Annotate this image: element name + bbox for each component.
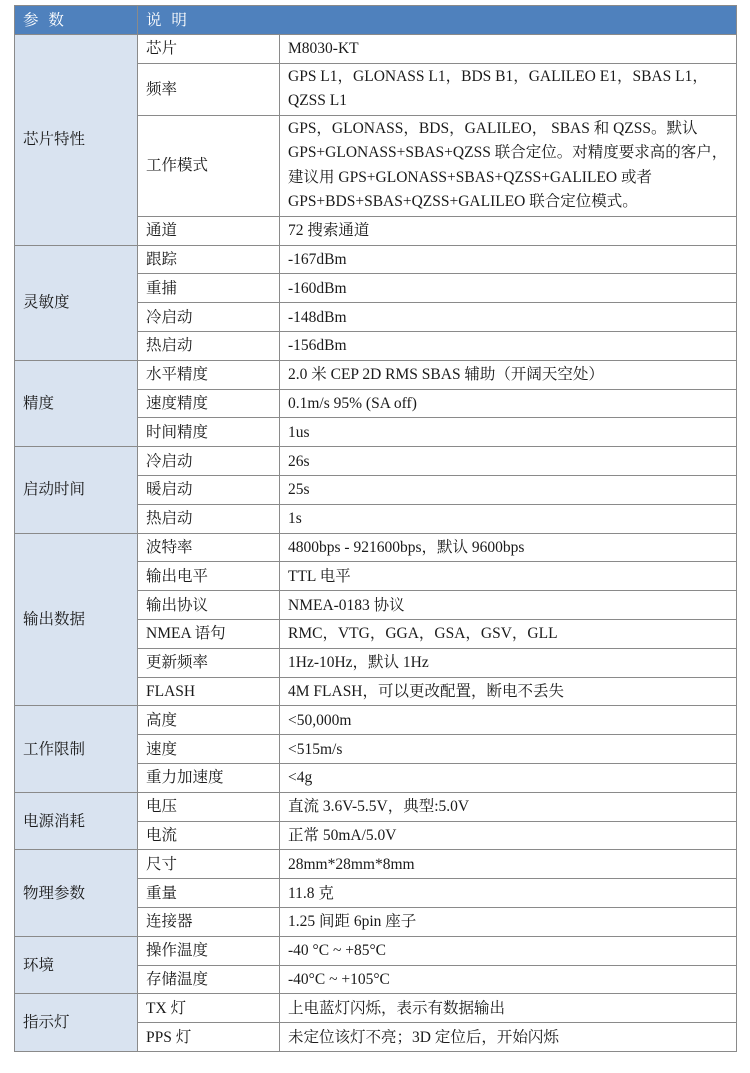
param-name-cell: 频率	[138, 63, 280, 115]
header-row	[15, 6, 737, 35]
table-row	[15, 360, 737, 389]
param-value-cell: 11.8 克	[280, 879, 737, 908]
param-name-cell: 热启动	[138, 504, 280, 533]
param-value-cell: 28mm*28mm*8mm	[280, 850, 737, 879]
header-param: 参 数	[15, 6, 138, 35]
category-cell: 芯片特性	[15, 35, 138, 246]
table-row	[15, 447, 737, 476]
param-name-cell: 波特率	[138, 533, 280, 562]
category-cell: 工作限制	[15, 706, 138, 792]
param-value-cell: 1Hz-10Hz，默认 1Hz	[280, 648, 737, 677]
param-value-cell: 直流 3.6V-5.5V，典型:5.0V	[280, 792, 737, 821]
param-value-cell: 未定位该灯不亮；3D 定位后，开始闪烁	[280, 1023, 737, 1052]
param-value-cell: 26s	[280, 447, 737, 476]
param-value-cell: -40°C ~ +105°C	[280, 965, 737, 994]
category-cell: 物理参数	[15, 850, 138, 936]
param-name-cell: 高度	[138, 706, 280, 735]
param-value-cell: 4M FLASH，可以更改配置，断电不丢失	[280, 677, 737, 706]
category-cell: 环境	[15, 936, 138, 994]
param-name-cell: 电流	[138, 821, 280, 850]
category-cell: 精度	[15, 360, 138, 446]
table-row	[15, 706, 737, 735]
table-row	[15, 35, 737, 64]
spec-body	[15, 35, 737, 1052]
param-name-cell: 冷启动	[138, 303, 280, 332]
param-value-cell: RMC，VTG，GGA，GSA，GSV，GLL	[280, 619, 737, 648]
param-name-cell: 速度精度	[138, 389, 280, 418]
param-value-cell: 72 搜索通道	[280, 216, 737, 245]
category-cell: 启动时间	[15, 447, 138, 533]
param-value-cell: 1s	[280, 504, 737, 533]
param-name-cell: 水平精度	[138, 360, 280, 389]
param-value-cell: 1us	[280, 418, 737, 447]
param-name-cell: 工作模式	[138, 115, 280, 216]
param-name-cell: 暖启动	[138, 475, 280, 504]
param-value-cell: TTL 电平	[280, 562, 737, 591]
param-name-cell: 芯片	[138, 35, 280, 64]
table-row	[15, 994, 737, 1023]
param-name-cell: 更新频率	[138, 648, 280, 677]
param-name-cell: 时间精度	[138, 418, 280, 447]
table-row	[15, 792, 737, 821]
category-cell: 电源消耗	[15, 792, 138, 850]
param-name-cell: 尺寸	[138, 850, 280, 879]
param-value-cell: <515m/s	[280, 735, 737, 764]
param-name-cell: NMEA 语句	[138, 619, 280, 648]
param-name-cell: PPS 灯	[138, 1023, 280, 1052]
param-name-cell: 跟踪	[138, 245, 280, 274]
table-row	[15, 936, 737, 965]
param-name-cell: 输出协议	[138, 591, 280, 620]
param-name-cell: 重捕	[138, 274, 280, 303]
param-name-cell: 通道	[138, 216, 280, 245]
param-value-cell: 1.25 间距 6pin 座子	[280, 907, 737, 936]
param-value-cell: -40 °C ~ +85°C	[280, 936, 737, 965]
param-name-cell: 热启动	[138, 331, 280, 360]
param-value-cell: 2.0 米 CEP 2D RMS SBAS 辅助（开阔天空处）	[280, 360, 737, 389]
param-name-cell: 电压	[138, 792, 280, 821]
param-name-cell: 冷启动	[138, 447, 280, 476]
param-value-cell: NMEA-0183 协议	[280, 591, 737, 620]
param-value-cell: -160dBm	[280, 274, 737, 303]
param-name-cell: TX 灯	[138, 994, 280, 1023]
param-value-cell: GPS L1，GLONASS L1，BDS B1，GALILEO E1，SBAS L1，QZSS L1	[280, 63, 737, 115]
table-row	[15, 850, 737, 879]
param-value-cell: 0.1m/s 95% (SA off)	[280, 389, 737, 418]
param-value-cell: 4800bps - 921600bps，默认 9600bps	[280, 533, 737, 562]
param-name-cell: 操作温度	[138, 936, 280, 965]
category-cell: 输出数据	[15, 533, 138, 706]
param-value-cell: -148dBm	[280, 303, 737, 332]
table-row	[15, 533, 737, 562]
param-value-cell: <50,000m	[280, 706, 737, 735]
table-row	[15, 245, 737, 274]
param-name-cell: 输出电平	[138, 562, 280, 591]
param-name-cell: 存储温度	[138, 965, 280, 994]
spec-table	[14, 5, 737, 1052]
param-value-cell: <4g	[280, 763, 737, 792]
param-value-cell: -167dBm	[280, 245, 737, 274]
param-value-cell: 正常 50mA/5.0V	[280, 821, 737, 850]
category-cell: 灵敏度	[15, 245, 138, 360]
param-value-cell: 25s	[280, 475, 737, 504]
header-desc: 说 明	[138, 6, 737, 35]
param-name-cell: 重量	[138, 879, 280, 908]
param-value-cell: -156dBm	[280, 331, 737, 360]
param-value-cell: 上电蓝灯闪烁，表示有数据输出	[280, 994, 737, 1023]
param-name-cell: 速度	[138, 735, 280, 764]
param-name-cell: 重力加速度	[138, 763, 280, 792]
param-name-cell: 连接器	[138, 907, 280, 936]
category-cell: 指示灯	[15, 994, 138, 1052]
param-value-cell: M8030-KT	[280, 35, 737, 64]
param-name-cell: FLASH	[138, 677, 280, 706]
param-value-cell: GPS，GLONASS，BDS，GALILEO， SBAS 和 QZSS。默认 GPS+GLONASS+SBAS+QZSS 联合定位。对精度要求高的客户，建议用 GPS+GLONASS+SBAS+QZSS+GALILEO 或者 GPS+BDS+SBAS+QZSS+GALILEO 联合定位模式。	[280, 115, 737, 216]
